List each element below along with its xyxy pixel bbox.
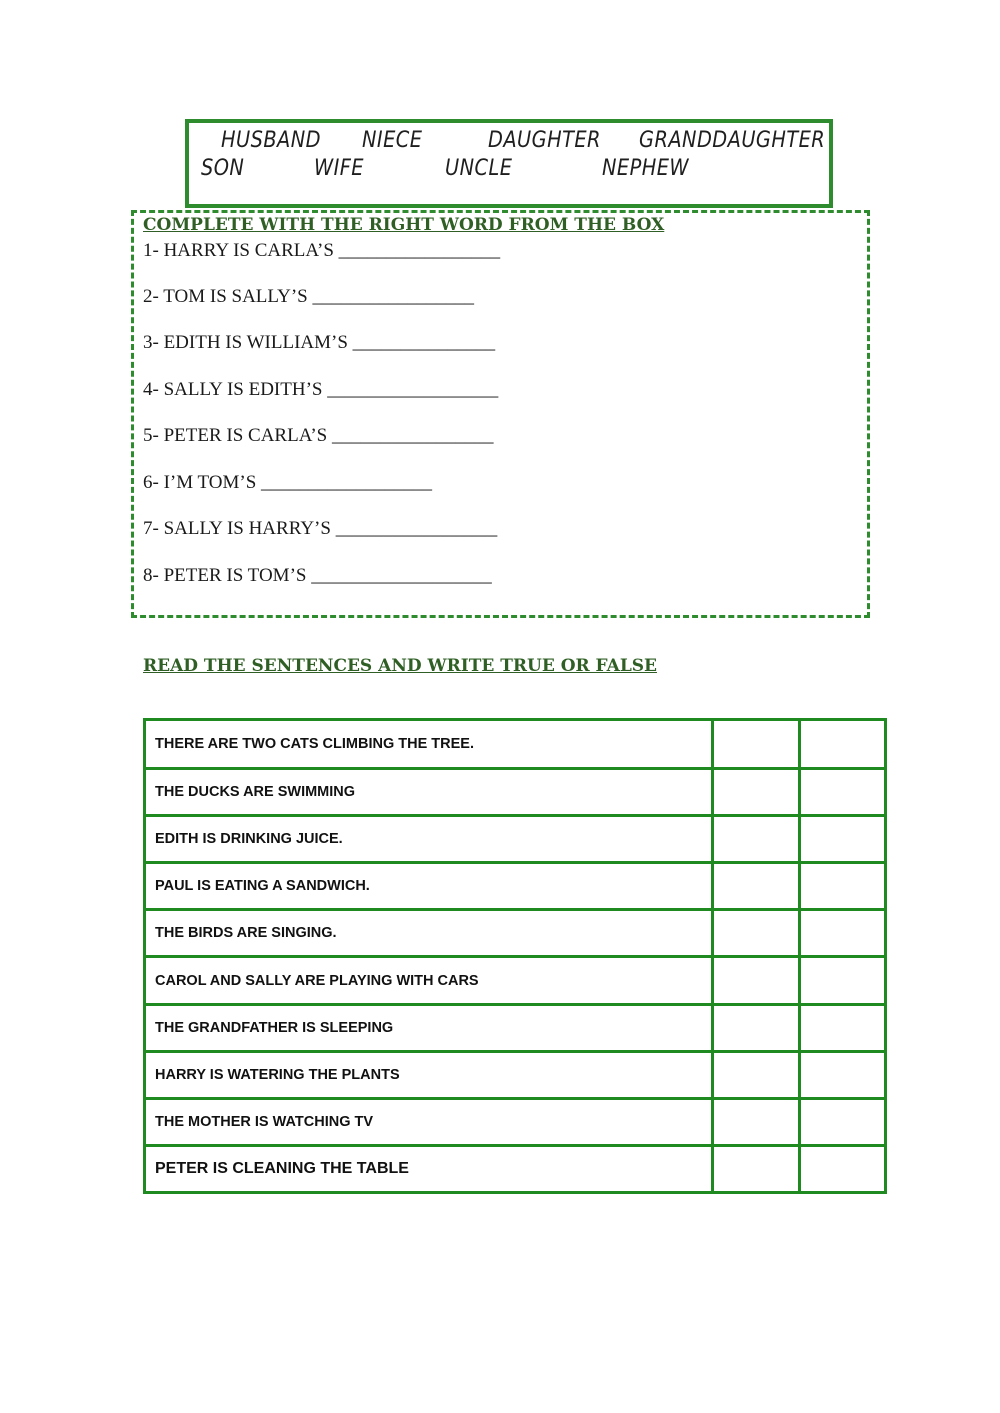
false-answer-cell[interactable] [799, 1146, 885, 1193]
statement-cell: THE BIRDS ARE SINGING. [145, 910, 713, 957]
true-answer-cell[interactable] [713, 1146, 799, 1193]
false-answer-cell[interactable] [799, 1099, 885, 1146]
statement-cell: THE DUCKS ARE SWIMMING [145, 769, 713, 816]
statement-cell: PAUL IS EATING A SANDWICH. [145, 863, 713, 910]
true-answer-cell[interactable] [713, 720, 799, 769]
table-row [145, 1146, 886, 1193]
table-row [145, 720, 886, 769]
statement-cell: PETER IS CLEANING THE TABLE [145, 1146, 713, 1193]
fill-in-sentence[interactable]: 8- PETER IS TOM’S ___________________ [143, 565, 492, 586]
fill-in-sentence[interactable]: 5- PETER IS CARLA’S _________________ [143, 425, 494, 446]
true-answer-cell[interactable] [713, 816, 799, 863]
table-row [145, 769, 886, 816]
table-row [145, 910, 886, 957]
statement-cell: EDITH IS DRINKING JUICE. [145, 816, 713, 863]
word-bank-item: NIECE [362, 128, 423, 153]
true-answer-cell[interactable] [713, 1099, 799, 1146]
word-bank-item: UNCLE [445, 156, 513, 181]
true-answer-cell[interactable] [713, 957, 799, 1005]
fill-in-sentence[interactable]: 1- HARRY IS CARLA’S _________________ [143, 240, 501, 261]
statement-cell: THE MOTHER IS WATCHING TV [145, 1099, 713, 1146]
false-answer-cell[interactable] [799, 816, 885, 863]
false-answer-cell[interactable] [799, 1005, 885, 1052]
word-bank-item: SON [201, 156, 245, 181]
false-answer-cell[interactable] [799, 1052, 885, 1099]
false-answer-cell[interactable] [799, 769, 885, 816]
statement-cell: THE GRANDFATHER IS SLEEPING [145, 1005, 713, 1052]
false-answer-cell[interactable] [799, 720, 885, 769]
word-bank-item: HUSBAND [221, 128, 322, 153]
statement-cell: HARRY IS WATERING THE PLANTS [145, 1052, 713, 1099]
statement-cell: THERE ARE TWO CATS CLIMBING THE TREE. [145, 720, 713, 769]
true-answer-cell[interactable] [713, 1052, 799, 1099]
table-row [145, 957, 886, 1005]
fill-in-sentence[interactable]: 4- SALLY IS EDITH’S __________________ [143, 379, 499, 400]
true-answer-cell[interactable] [713, 1005, 799, 1052]
exercise-one-box [131, 210, 870, 618]
fill-in-sentence[interactable]: 6- I’M TOM’S __________________ [143, 472, 433, 493]
fill-in-sentence[interactable]: 2- TOM IS SALLY’S _________________ [143, 286, 474, 307]
true-false-table [143, 718, 887, 1194]
true-answer-cell[interactable] [713, 910, 799, 957]
table-row [145, 863, 886, 910]
word-bank-item: WIFE [314, 156, 364, 181]
exercise-one-heading: COMPLETE WITH THE RIGHT WORD FROM THE BOX [143, 215, 665, 235]
table-row [145, 1005, 886, 1052]
word-bank-item: GRANDDAUGHTER [639, 128, 826, 153]
false-answer-cell[interactable] [799, 957, 885, 1005]
table-row [145, 1099, 886, 1146]
true-answer-cell[interactable] [713, 769, 799, 816]
word-bank-item: DAUGHTER [488, 128, 601, 153]
fill-in-sentence[interactable]: 3- EDITH IS WILLIAM’S _______________ [143, 332, 496, 353]
false-answer-cell[interactable] [799, 863, 885, 910]
table-row [145, 816, 886, 863]
false-answer-cell[interactable] [799, 910, 885, 957]
word-bank-item: NEPHEW [602, 156, 689, 181]
table-row [145, 1052, 886, 1099]
true-answer-cell[interactable] [713, 863, 799, 910]
exercise-two-heading: READ THE SENTENCES AND WRITE TRUE OR FALSE [143, 656, 658, 676]
statement-cell: CAROL AND SALLY ARE PLAYING WITH CARS [145, 957, 713, 1005]
fill-in-sentence[interactable]: 7- SALLY IS HARRY’S _________________ [143, 518, 498, 539]
